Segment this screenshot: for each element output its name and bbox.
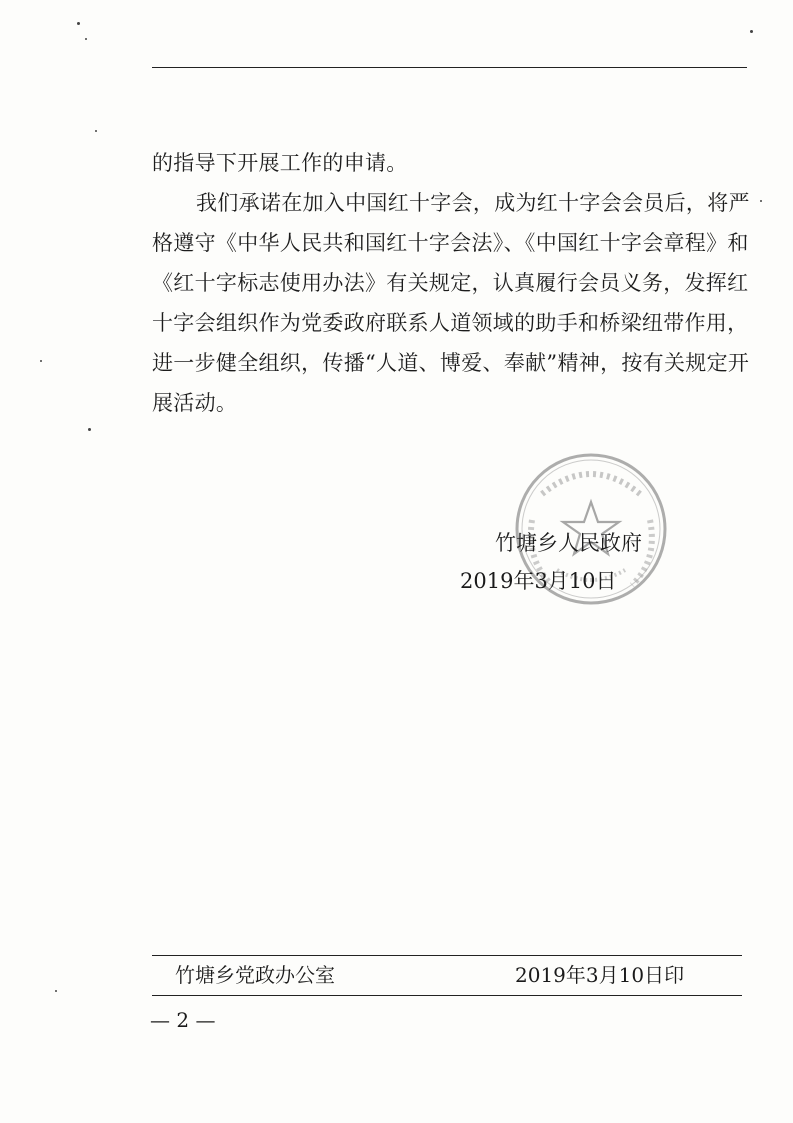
footer-office: 竹塘乡党政办公室 xyxy=(175,963,335,987)
scan-speck xyxy=(77,22,80,25)
body-line: 进一步健全组织，传播“人道、博爱、奉献”精神，按有关规定开 xyxy=(152,351,750,375)
letter-body xyxy=(152,143,752,423)
body-line: 十字会组织作为党委政府联系人道领域的助手和桥梁纽带作用， xyxy=(152,311,749,335)
page-number: — 2 — xyxy=(150,1008,216,1032)
footer-print-date: 2019年3月10日印 xyxy=(515,963,685,987)
scan-speck xyxy=(85,38,87,40)
body-line: 我们承诺在加入中国红十字会，成为红十字会会员后，将严 xyxy=(196,191,750,215)
signatory-organization: 竹塘乡人民政府 xyxy=(495,531,642,555)
scan-speck xyxy=(95,130,97,132)
footer-rule-bottom xyxy=(152,995,742,996)
scan-speck xyxy=(750,30,753,33)
scan-speck xyxy=(40,360,42,362)
body-line: 《红十字标志使用办法》有关规定，认真履行会员义务，发挥红 xyxy=(152,271,749,295)
body-line: 格遵守《中华人民共和国红十字会法》、《中国红十字会章程》和 xyxy=(152,231,749,255)
scan-speck xyxy=(55,990,57,992)
body-line: 的指导下开展工作的申请。 xyxy=(152,151,408,175)
body-line: 展活动。 xyxy=(152,391,238,415)
scan-speck xyxy=(760,200,762,202)
scan-speck xyxy=(88,428,91,431)
signature-date: 2019年3月10日 xyxy=(460,569,617,593)
footer-rule-top xyxy=(152,955,742,956)
header-rule xyxy=(152,67,747,68)
